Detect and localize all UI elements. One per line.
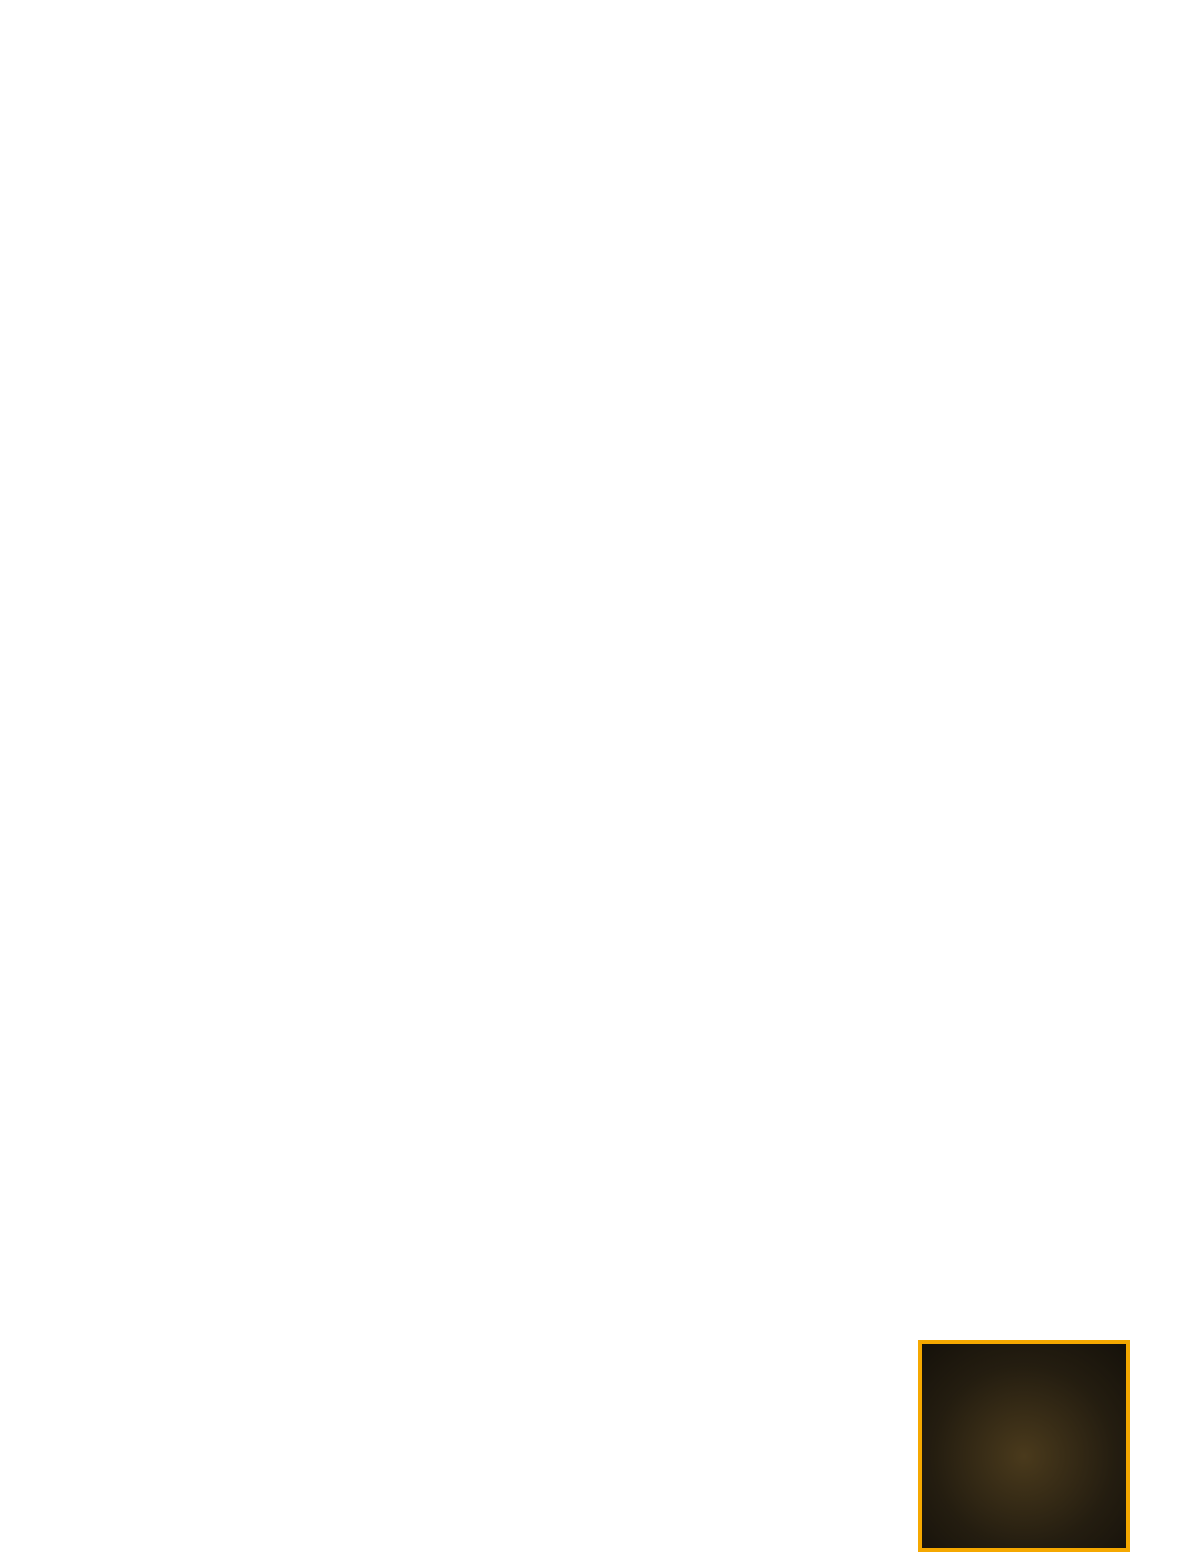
agreement-intro-paragraph <box>212 164 1059 189</box>
promo-advert-image <box>918 1340 1130 1552</box>
document-page <box>212 140 1059 213</box>
